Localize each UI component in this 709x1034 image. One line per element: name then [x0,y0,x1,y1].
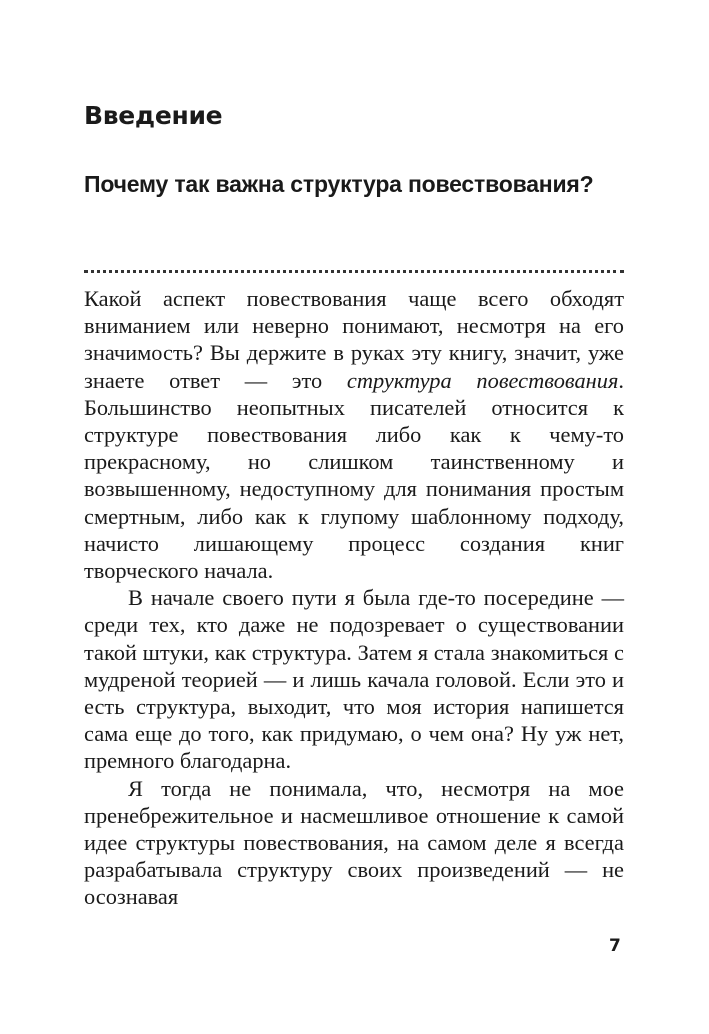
section-title: Почему так важна структура повествования? [84,171,594,197]
dotted-divider [84,270,624,273]
chapter-title: Введение [84,101,223,130]
body-text [84,285,624,911]
paragraph-1-emphasis: структура повествования [346,367,619,393]
paragraph-3: Я тогда не понимала, что, несмотря на мое пренебрежительное и насмешливое отношение к самой идее структуры повествования, на самом деле я всегда разрабатывала структуру своих произведений — не осознавая [84,775,624,910]
page-number: 7 [609,936,621,956]
paragraph-1 [84,285,624,584]
paragraph-1-text-start: Какой аспект повествования чаще всего обходят вниманием или неверно понимают, несмотря на его значимость? Вы держите в руках эту книгу, значит, уже знаете ответ — это [84,286,624,393]
paragraph-2: В начале своего пути я была где-то посередине — среди тех, кто даже не подозревает о существовании такой штуки, как структура. Затем я стала знакомиться с мудреной теорией — и лишь качала головой. Если это и есть структура, выходит, что моя история напишется сама еще до того, как придумаю, о чем она? Ну уж нет, премного благодарна. [84,585,624,774]
paragraph-1-text-end: . Большинство неопытных писателей относится к структуре повествования либо как к чему-то прекрасному, но слишком таинственному и возвышенному, недоступному для понимания простым смертным, либо как к глупому шаблонному подходу, начисто лишающему процесс создания книг творческого начала. [84,367,624,584]
